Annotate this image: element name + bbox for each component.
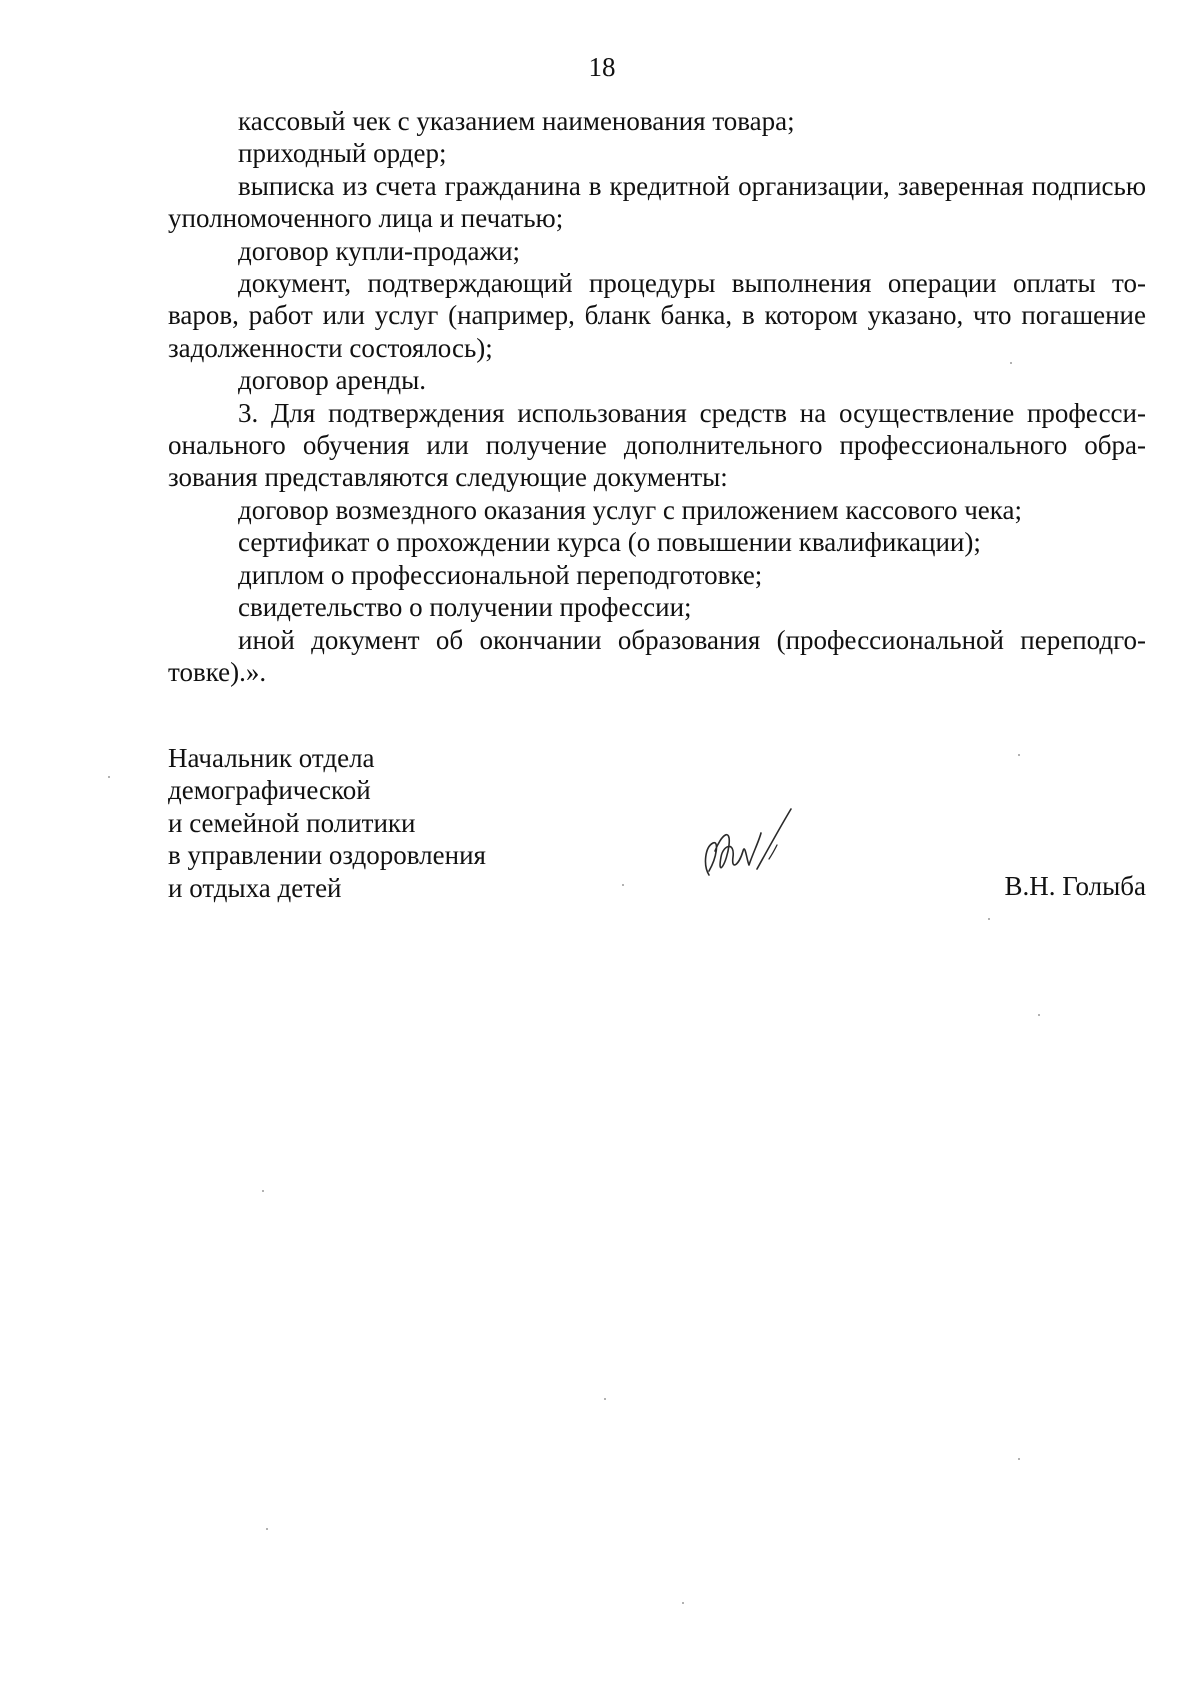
list-item-lease-contract: договор аренды. [238, 365, 426, 396]
scan-speck [622, 884, 624, 886]
list-item-receipt-order: приходный ордер; [238, 138, 447, 169]
handwritten-signature [695, 805, 805, 891]
list-item-payment-document: документ, подтверждающий процедуры выполнения операции оплаты товаров, работ или услуг (например, бланк банка, в котором указано, что погашение задолженности состоялось); [168, 268, 1146, 363]
scan-speck [1018, 754, 1020, 756]
list-item-bank-statement: выписка из счета гражданина в кредитной организации, заверенная подписью уполномоченного лица и печатью; [168, 170, 1146, 234]
signatory-name: В.Н. Голыба [1004, 871, 1146, 901]
scan-speck [604, 1398, 606, 1400]
list-item-other-document: иной документ об окончании образования (профессиональной переподготовке).». [168, 624, 1146, 687]
list-item-retraining-diploma: диплом о профессиональной переподготовке; [238, 559, 763, 590]
scan-speck [108, 776, 110, 778]
list-item-cash-receipt: кассовый чек с указанием наименования товара; [238, 106, 795, 136]
signatory-position: Начальник отдела демографической и семейной политики в управлении оздоровления и отдыха детей [168, 743, 486, 903]
scan-speck [988, 918, 990, 920]
scan-speck [682, 1602, 684, 1604]
scan-speck [1018, 1458, 1020, 1460]
list-item-profession-certificate: свидетельство о получении профессии; [238, 592, 692, 623]
scan-speck [266, 1528, 268, 1530]
list-item-purchase-contract: договор купли-продажи; [238, 235, 521, 266]
list-item-course-certificate: сертификат о прохождении курса (о повышении квалификации); [238, 527, 981, 558]
section-3-paragraph: 3. Для подтверждения использования средств на осуществление профессионального обучения или получение дополнительного профессионального образования представляются следующие документы: [168, 397, 1146, 493]
page-number: 18 [588, 52, 616, 82]
scan-speck [262, 1190, 264, 1192]
scan-speck [1038, 1014, 1040, 1016]
scan-speck [1010, 362, 1012, 364]
list-item-service-contract: договор возмездного оказания услуг с приложением кассового чека; [238, 494, 1022, 525]
document-body [168, 105, 1146, 688]
